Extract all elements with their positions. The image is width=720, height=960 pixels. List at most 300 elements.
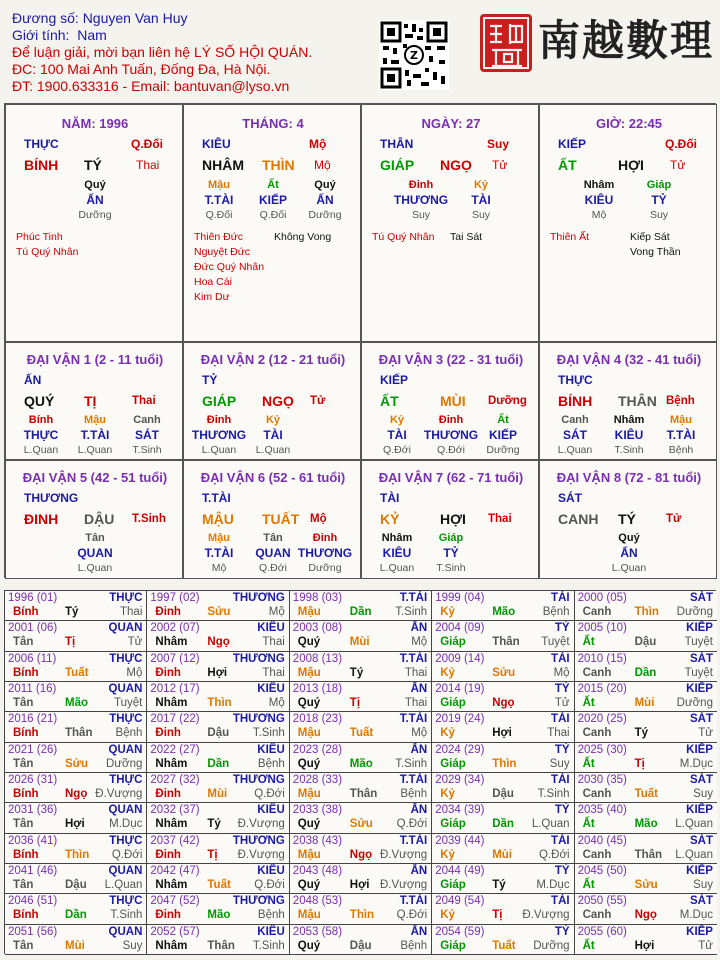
dai-van-stem: ĐINH — [24, 511, 59, 527]
year-stem: Tân — [13, 878, 34, 891]
year-label: 2054 (59) — [435, 925, 485, 938]
star-name: Thiên Đức — [194, 231, 244, 243]
dai-van-title: ĐẠI VẬN 3 (22 - 31 tuổi) — [378, 352, 524, 367]
year-label: 2002 (07) — [150, 622, 200, 635]
chart-grid — [4, 103, 716, 578]
hidden-stage: Q.Đới — [437, 444, 465, 456]
year-stage: Q.Đới — [111, 848, 143, 861]
pillar-branch-stage: Tử — [670, 158, 686, 172]
year-stage: Thai — [262, 636, 285, 649]
dai-van-stem: GIÁP — [202, 393, 237, 409]
year-label: 2009 (14) — [435, 652, 485, 665]
year-stem: Kỷ — [440, 727, 455, 740]
year-stage: Mộ — [126, 666, 143, 679]
hidden-god: KIẾP — [488, 428, 518, 442]
year-branch: Dậu — [65, 878, 87, 891]
star-name: Kim Dư — [194, 291, 230, 303]
hidden-stem: Ất — [497, 414, 509, 426]
year-stem: Nhâm — [155, 878, 188, 891]
year-label: 2045 (50) — [577, 864, 627, 877]
year-god: T.TÀI — [399, 834, 428, 847]
pillar-stem: BÍNH — [24, 157, 59, 173]
year-stem: Canh — [582, 606, 612, 618]
year-stage: M.Dục — [536, 878, 570, 891]
year-god: QUAN — [108, 622, 143, 635]
gender-line: Giới tính: Nam — [12, 27, 107, 43]
year-stem: Nhâm — [155, 818, 188, 831]
year-cell — [432, 621, 574, 651]
year-branch: Tuất — [207, 878, 231, 891]
year-god: ẤN — [410, 804, 428, 817]
year-cell — [575, 834, 717, 864]
year-branch: Hợi — [634, 939, 655, 952]
dai-van-branch: TÝ — [618, 511, 636, 527]
year-stem: Nhâm — [155, 636, 188, 649]
year-god: QUAN — [108, 804, 143, 817]
year-branch: Dần — [634, 666, 657, 679]
year-cell — [147, 682, 289, 712]
hidden-god: TÀI — [387, 428, 407, 442]
year-cell — [290, 894, 432, 924]
year-stage: Tuyệt — [114, 696, 143, 709]
dai-van-stem: CANH — [558, 511, 599, 527]
year-label: 2046 (51) — [8, 895, 58, 908]
dai-van-stem: MẬU — [202, 511, 234, 527]
hidden-god: TÀI — [471, 193, 491, 207]
hidden-god: TỶ — [651, 193, 667, 207]
year-stage: L.Quan — [675, 848, 713, 861]
dai-van-branch: DẬU — [84, 511, 115, 527]
dai-van-cell — [361, 460, 539, 579]
hidden-stage: Q.Đối — [205, 209, 233, 221]
year-god: THƯƠNG — [232, 592, 285, 604]
year-stage: L.Quan — [675, 818, 713, 831]
pillar-branch-stage: Tử — [492, 158, 508, 172]
phone-email-line: ĐT: 1900.633316 - Email: bantuvan@lyso.vn — [12, 78, 290, 94]
year-label: 2022 (27) — [150, 743, 200, 756]
dai-van-god: THƯƠNG — [24, 491, 79, 505]
hidden-god: THƯƠNG — [393, 193, 449, 207]
pillar-stage: Q.Đối — [131, 137, 163, 151]
year-label: 2015 (20) — [577, 682, 627, 695]
dai-van-branch: HỢI — [440, 511, 466, 527]
year-stem: Canh — [582, 787, 612, 800]
star-name: Đức Quý Nhân — [194, 261, 265, 273]
year-stem: Canh — [582, 909, 612, 922]
dai-van-title: ĐẠI VẬN 6 (52 - 61 tuổi) — [200, 470, 346, 485]
year-branch: Hợi — [65, 818, 85, 831]
hidden-stem: Giáp — [438, 532, 464, 544]
year-god: TÀI — [551, 652, 570, 665]
year-branch: Mão — [492, 606, 516, 618]
year-branch: Sửu — [349, 818, 373, 831]
year-cell — [147, 712, 289, 742]
year-stage: L.Quan — [104, 878, 143, 891]
year-branch: Thìn — [634, 606, 659, 618]
year-branch: Mùi — [65, 939, 85, 952]
year-stage: Đ.Vượng — [379, 848, 428, 861]
hidden-stage: Dưỡng — [486, 444, 520, 456]
hidden-god: SÁT — [563, 428, 587, 442]
year-stage: L.Quan — [531, 818, 570, 831]
year-branch: Tý — [207, 818, 221, 831]
star-name: Không Vong — [274, 231, 332, 243]
year-stage: Bệnh — [115, 727, 143, 740]
year-stem: Đinh — [155, 909, 181, 922]
hidden-god: THƯƠNG — [297, 546, 353, 560]
year-branch: Mùi — [349, 636, 370, 649]
dai-van-stage: Bệnh — [666, 395, 695, 407]
year-label: 2053 (58) — [292, 925, 343, 938]
year-god: SÁT — [689, 713, 713, 726]
year-stem: Ất — [582, 757, 595, 770]
dai-van-god: ẤN — [24, 373, 42, 387]
year-label: 2034 (39) — [435, 804, 485, 817]
year-stage: Dưỡng — [533, 939, 570, 952]
year-branch: Hợi — [492, 727, 512, 740]
pillar-cell — [5, 104, 183, 342]
year-cell — [290, 621, 432, 651]
hidden-stem: Kỷ — [265, 414, 281, 426]
hidden-god: QUAN — [255, 546, 291, 560]
pillar-title: NĂM: 1996 — [61, 116, 129, 131]
year-stem: Bính — [13, 727, 39, 740]
year-stem: Đinh — [155, 848, 181, 861]
year-god: THƯƠNG — [232, 834, 285, 847]
year-stage: Q.Đới — [396, 909, 428, 922]
year-branch: Dần — [207, 757, 230, 770]
year-god: THƯƠNG — [232, 713, 285, 726]
hidden-god: TỶ — [443, 546, 459, 560]
year-label: 2001 (06) — [8, 622, 58, 635]
year-branch: Sửu — [634, 878, 658, 891]
year-stage: Bệnh — [542, 606, 570, 618]
year-god: ẤN — [410, 743, 428, 756]
year-label: 2011 (16) — [8, 682, 57, 695]
year-label: 2031 (36) — [8, 804, 58, 817]
year-stem: Nhâm — [155, 939, 188, 952]
year-cell — [290, 925, 432, 955]
year-cell — [290, 591, 432, 621]
year-label: 2048 (53) — [292, 895, 343, 908]
year-god: ẤN — [410, 864, 428, 877]
star-name: Vong Thần — [630, 246, 681, 258]
pillar-cell — [539, 104, 717, 342]
year-stage: Đ.Vượng — [237, 848, 285, 861]
year-branch: Dần — [65, 909, 87, 922]
year-label: 2041 (46) — [8, 864, 58, 877]
hidden-stage: L.Quan — [611, 562, 647, 574]
year-god: KIẾP — [686, 743, 713, 756]
year-cell — [432, 834, 574, 864]
star-name: Phúc Tinh — [16, 231, 63, 243]
year-stage: M.Dục — [679, 909, 713, 922]
svg-text:Z: Z — [410, 49, 418, 62]
year-god: TÀI — [551, 592, 570, 604]
year-stem: Quý — [297, 757, 321, 770]
year-stage: Thai — [547, 727, 570, 740]
year-stage: Tuyệt — [684, 666, 713, 679]
year-branch: Mùi — [207, 787, 228, 800]
year-stage: Thai — [262, 666, 285, 679]
year-god: TỶ — [554, 864, 570, 877]
hidden-god: T.TÀI — [666, 428, 696, 442]
year-god: SÁT — [689, 592, 713, 604]
year-god: THỰC — [109, 773, 143, 786]
year-cell — [147, 652, 289, 682]
year-label: 2010 (15) — [577, 652, 627, 665]
year-label: 1999 (04) — [435, 592, 485, 604]
year-stage: Q.Đới — [254, 878, 285, 891]
dai-van-branch: TUẤT — [262, 511, 300, 527]
dai-van-stem: KỶ — [380, 511, 400, 527]
year-branch: Ngọ — [65, 787, 88, 800]
dai-van-title: ĐẠI VẬN 2 (12 - 21 tuổi) — [200, 352, 346, 367]
hidden-stage: Dưỡng — [78, 209, 112, 221]
year-stem: Nhâm — [155, 757, 188, 770]
year-label: 2018 (23) — [292, 713, 343, 726]
year-cell — [5, 591, 147, 621]
hidden-stage: Suy — [471, 209, 491, 221]
year-stage: Đ.Vượng — [379, 878, 428, 891]
hidden-stage: L.Quan — [23, 444, 59, 456]
year-stage: Tử — [554, 696, 570, 709]
star-name: Hoa Cái — [194, 276, 232, 288]
year-label: 2005 (10) — [577, 622, 627, 635]
year-label: 2025 (30) — [577, 743, 627, 756]
hidden-stem: Quý — [618, 532, 640, 544]
hidden-god: T.TÀI — [204, 546, 234, 560]
owner-name: Đương số: Nguyen Van Huy — [12, 10, 188, 26]
pillar-god: KIÊU — [202, 137, 231, 151]
year-god: KIẾP — [686, 925, 713, 938]
hidden-god: THƯƠNG — [423, 428, 479, 442]
year-cell — [575, 743, 717, 773]
year-stem: Bính — [13, 848, 39, 861]
year-label: 2008 (13) — [292, 652, 343, 665]
year-stem: Tân — [13, 818, 34, 831]
pillar-stage: Mộ — [309, 137, 327, 151]
hidden-stem: Kỷ — [473, 179, 489, 191]
year-god: KIÊU — [257, 925, 285, 938]
hidden-stem: Tân — [263, 532, 283, 544]
dai-van-cell — [539, 342, 717, 460]
dai-van-cell — [539, 460, 717, 579]
hidden-god: THƯƠNG — [191, 428, 247, 442]
year-stage: Thai — [120, 606, 143, 618]
star-name: Tai Sát — [450, 231, 483, 243]
dai-van-stem: BÍNH — [558, 393, 593, 409]
year-stem: Tân — [13, 939, 34, 952]
year-god: THƯƠNG — [232, 895, 285, 908]
hidden-god: KIẾP — [258, 193, 288, 207]
year-god: TỶ — [554, 682, 570, 695]
year-stem: Ất — [582, 696, 595, 709]
year-label: 2052 (57) — [150, 925, 200, 938]
year-label: 2021 (26) — [8, 743, 58, 756]
hidden-stem: Đinh — [408, 179, 434, 191]
year-stem: Bính — [13, 909, 39, 922]
year-stage: T.Sinh — [110, 909, 143, 922]
hidden-god: ẤN — [316, 193, 334, 207]
year-branch: Ngọ — [492, 696, 515, 709]
year-stage: Bệnh — [257, 909, 285, 922]
hidden-stage: T.Sinh — [614, 444, 644, 456]
year-branch: Tị — [349, 696, 361, 709]
year-cell — [290, 682, 432, 712]
year-label: 2040 (45) — [577, 834, 627, 847]
year-branch: Thân — [207, 939, 235, 952]
dai-van-stage: Mộ — [310, 513, 327, 525]
hidden-stem: Mậu — [670, 414, 692, 426]
year-cell — [575, 591, 717, 621]
dai-van-stem: QUÝ — [24, 393, 55, 409]
year-stem: Đinh — [155, 606, 181, 618]
dai-van-god: THỰC — [558, 373, 593, 387]
year-label: 2043 (48) — [292, 864, 343, 877]
year-stem: Giáp — [440, 818, 466, 831]
pillar-cell — [361, 104, 539, 342]
year-stem: Canh — [582, 848, 612, 861]
hidden-god: ẤN — [620, 546, 638, 560]
year-god: THỰC — [109, 713, 143, 726]
year-label: 2003 (08) — [292, 622, 343, 635]
year-stem: Giáp — [440, 696, 466, 709]
year-stage: Tuyệt — [684, 636, 713, 649]
year-god: KIÊU — [257, 622, 285, 635]
year-stage: T.Sinh — [395, 757, 428, 770]
pillar-title: THÁNG: 4 — [242, 116, 304, 131]
hidden-god: QUAN — [77, 546, 113, 560]
pillar-god: KIẾP — [558, 137, 587, 151]
year-stem: Mậu — [297, 606, 321, 618]
year-label: 2000 (05) — [577, 592, 627, 604]
year-stage: Suy — [693, 787, 713, 800]
year-cell — [147, 803, 289, 833]
year-cell — [575, 712, 717, 742]
year-stage: T.Sinh — [252, 727, 285, 740]
dai-van-branch: NGỌ — [262, 393, 294, 409]
pillar-stem: ẤT — [558, 157, 577, 173]
year-cell — [432, 803, 574, 833]
year-cell — [290, 864, 432, 894]
year-label: 2027 (32) — [150, 773, 200, 786]
hidden-god: SÁT — [135, 428, 159, 442]
year-cell — [147, 773, 289, 803]
dai-van-god: T.TÀI — [202, 491, 231, 505]
year-stem: Ất — [582, 818, 595, 831]
year-label: 2035 (40) — [577, 804, 627, 817]
year-label: 2013 (18) — [292, 682, 343, 695]
star-name: Tú Quý Nhân — [16, 246, 79, 258]
year-cell — [432, 773, 574, 803]
year-cell — [432, 591, 574, 621]
year-god: QUAN — [108, 864, 143, 877]
year-label: 2050 (55) — [577, 895, 627, 908]
year-branch: Tị — [207, 848, 218, 861]
hidden-stage: Mộ — [211, 562, 227, 574]
year-stem: Giáp — [440, 939, 466, 952]
year-stage: Suy — [693, 878, 713, 891]
year-label: 2032 (37) — [150, 804, 200, 817]
year-label: 2030 (35) — [577, 773, 627, 786]
year-stage: T.Sinh — [395, 606, 428, 618]
year-stem: Ất — [582, 636, 595, 649]
year-stem: Tân — [13, 757, 34, 770]
year-stem: Tân — [13, 636, 34, 649]
year-stem: Bính — [13, 606, 39, 618]
hidden-stem: Giáp — [646, 179, 672, 191]
year-god: THƯƠNG — [232, 773, 285, 786]
year-stem: Tân — [13, 696, 34, 709]
year-god: QUAN — [108, 743, 143, 756]
year-branch: Sửu — [65, 757, 89, 770]
year-god: TÀI — [551, 713, 570, 726]
dai-van-stage: Tử — [310, 395, 326, 407]
year-stage: Dưỡng — [106, 757, 143, 770]
hidden-god: ẤN — [86, 193, 104, 207]
year-god: T.TÀI — [399, 773, 428, 786]
year-stem: Quý — [297, 878, 321, 891]
star-name: Tú Quý Nhân — [372, 231, 435, 243]
year-label: 1996 (01) — [8, 592, 58, 604]
year-label: 2033 (38) — [292, 804, 343, 817]
pillar-god: THỰC — [24, 137, 59, 151]
year-stage: Suy — [122, 939, 143, 952]
year-stem: Giáp — [440, 878, 466, 891]
hidden-stage: L.Quan — [77, 562, 113, 574]
year-stage: Bệnh — [257, 757, 285, 770]
year-branch: Mão — [634, 818, 658, 831]
year-god: ẤN — [410, 682, 428, 695]
year-god: THỰC — [109, 652, 143, 665]
year-branch: Tuất — [634, 787, 659, 800]
year-branch: Thân — [65, 727, 93, 740]
pillar-branch: TÝ — [84, 157, 102, 173]
hidden-stem: Nhâm — [381, 532, 413, 544]
year-god: T.TÀI — [399, 713, 428, 726]
year-branch: Dần — [492, 818, 514, 831]
year-stage: Đ.Vượng — [95, 787, 143, 800]
year-stage: Mộ — [553, 666, 570, 679]
year-god: TÀI — [551, 773, 570, 786]
dai-van-cell — [361, 342, 539, 460]
year-cell — [432, 712, 574, 742]
year-stage: Thai — [404, 666, 428, 679]
hidden-stage: L.Quan — [201, 444, 237, 456]
hidden-stage: Bệnh — [668, 444, 694, 456]
year-branch: Thìn — [349, 909, 375, 922]
year-branch: Tý — [634, 727, 649, 740]
hidden-stage: Dưỡng — [308, 562, 342, 574]
hidden-stage: Suy — [411, 209, 431, 221]
dai-van-branch: TỊ — [84, 393, 97, 409]
year-god: ẤN — [410, 622, 428, 635]
hidden-stem: Nhâm — [613, 414, 645, 426]
star-name: Kiếp Sát — [630, 231, 670, 243]
dai-van-cell — [183, 460, 361, 579]
year-cell — [290, 773, 432, 803]
year-label: 2049 (54) — [435, 895, 485, 908]
year-stem: Quý — [297, 636, 321, 649]
year-cell — [290, 652, 432, 682]
year-god: THỰC — [109, 834, 143, 847]
year-table — [4, 590, 716, 954]
hidden-god: T.TÀI — [204, 193, 234, 207]
year-branch: Sửu — [207, 606, 231, 618]
year-stage: Tử — [127, 636, 143, 649]
dai-van-title: ĐẠI VẬN 1 (2 - 11 tuổi) — [26, 352, 164, 367]
